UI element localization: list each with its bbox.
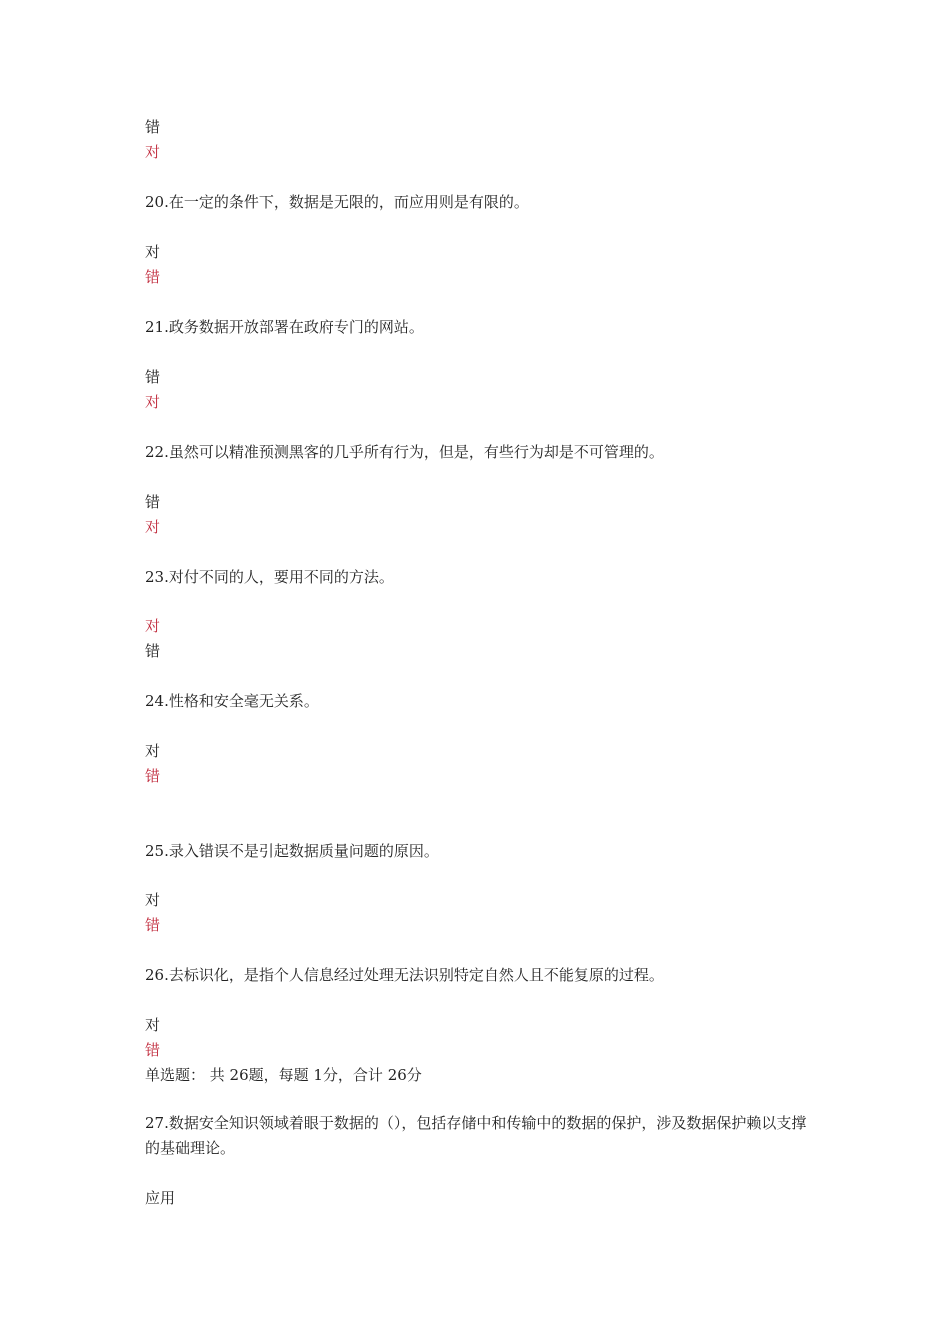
option-text: 错 (145, 642, 161, 660)
correct-answer: 对 (145, 518, 161, 536)
correct-answer: 错 (145, 1041, 161, 1059)
option-text: 应用 (145, 1189, 176, 1207)
correct-answer: 错 (145, 268, 161, 286)
question-22: 22.虽然可以精准预测黑客的几乎所有行为，但是，有些行为却是不可管理的。 (145, 443, 664, 461)
correct-answer: 对 (145, 617, 161, 635)
question-20: 20.在一定的条件下，数据是无限的，而应用则是有限的。 (145, 193, 529, 211)
question-23: 23.对付不同的人，要用不同的方法。 (145, 568, 394, 586)
option-text: 对 (145, 243, 161, 261)
question-24: 24.性格和安全毫无关系。 (145, 692, 319, 710)
option-text: 对 (145, 1016, 161, 1034)
question-25: 25.录入错误不是引起数据质量问题的原因。 (145, 842, 439, 860)
question-27: 27.数据安全知识领域着眼于数据的（），包括存储中和传输中的数据的保护，涉及数据保护赖以支撑的基础理论。 (145, 1114, 807, 1157)
question-21: 21.政务数据开放部署在政府专门的网站。 (145, 318, 424, 336)
correct-answer: 错 (145, 916, 161, 934)
option-text: 错 (145, 493, 161, 511)
question-26: 26.去标识化，是指个人信息经过处理无法识别特定自然人且不能复原的过程。 (145, 966, 664, 984)
correct-answer: 对 (145, 393, 161, 411)
correct-answer: 错 (145, 767, 161, 785)
option-text: 错 (145, 118, 161, 136)
option-text: 错 (145, 368, 161, 386)
option-text: 对 (145, 742, 161, 760)
correct-answer: 对 (145, 143, 161, 161)
option-text: 对 (145, 891, 161, 909)
section-heading: 单选题： 共 26题，每题 1分，合计 26分 (145, 1066, 422, 1084)
